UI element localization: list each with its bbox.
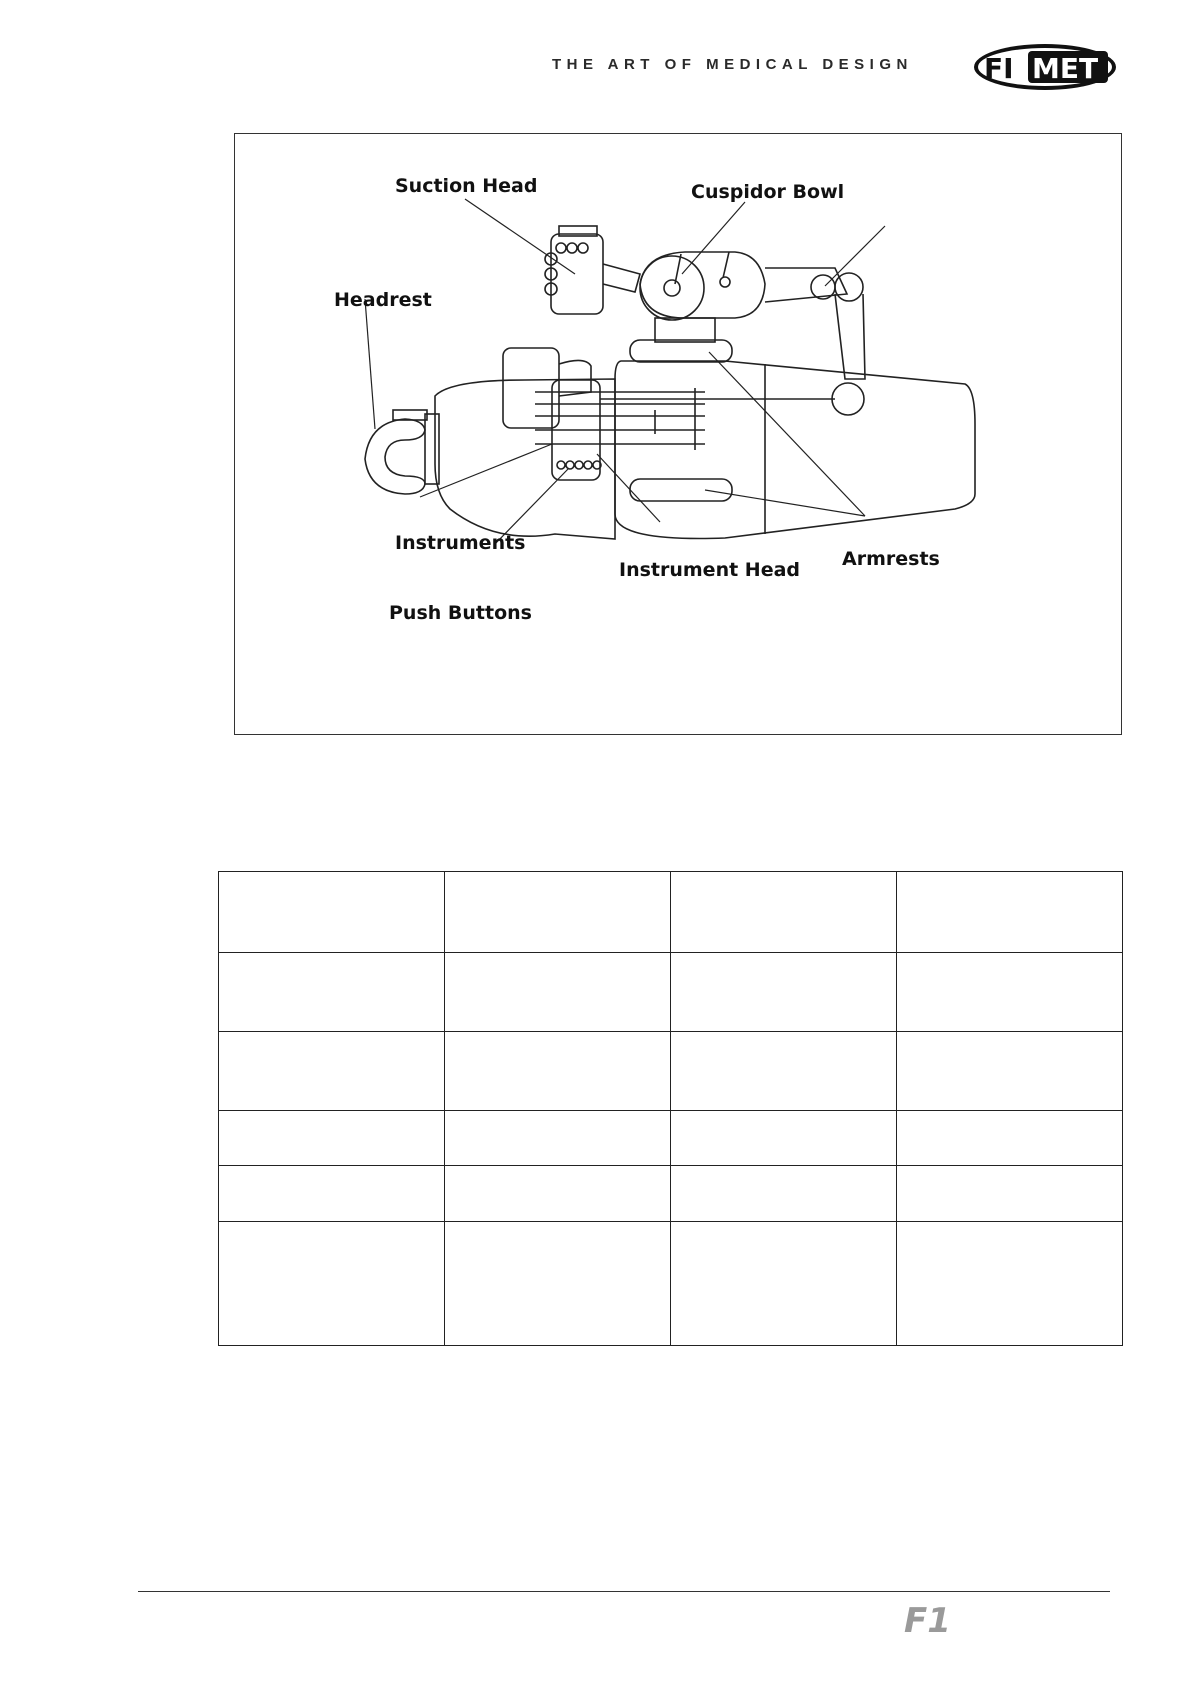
tagline: THE ART OF MEDICAL DESIGN	[552, 56, 913, 73]
label-armrests: Armrests	[842, 548, 940, 570]
svg-text:MET: MET	[1032, 52, 1099, 85]
table-row	[219, 1166, 1123, 1222]
model-mark: F1	[904, 1601, 951, 1640]
table-cell	[445, 872, 671, 953]
table-cell	[897, 872, 1123, 953]
table-cell	[671, 1222, 897, 1346]
table-cell	[219, 1032, 445, 1111]
f1-model-logo	[900, 1600, 960, 1640]
table-row	[219, 872, 1123, 953]
table-cell	[445, 1032, 671, 1111]
label-push-buttons: Push Buttons	[389, 602, 532, 624]
armrest-top	[630, 340, 732, 362]
table-cell	[671, 872, 897, 953]
table-cell	[897, 953, 1123, 1032]
chair-backrest	[435, 379, 615, 539]
table-cell	[445, 1111, 671, 1166]
table-row	[219, 1111, 1123, 1166]
label-suction-head: Suction Head	[395, 175, 538, 197]
page-header	[540, 42, 1120, 102]
table-cell	[219, 872, 445, 953]
table-cell	[445, 1222, 671, 1346]
label-headrest: Headrest	[334, 289, 432, 311]
label-instrument-head: Instrument Head	[619, 559, 801, 581]
fimet-logo	[972, 42, 1118, 92]
table-row	[219, 1032, 1123, 1111]
label-cuspidor-bowl: Cuspidor Bowl	[691, 181, 845, 203]
label-instruments: Instruments	[395, 532, 526, 554]
table-cell	[897, 1032, 1123, 1111]
dental-unit-diagram	[234, 133, 1122, 735]
headrest-shape	[365, 419, 425, 494]
table-cell	[671, 1032, 897, 1111]
table-cell	[897, 1166, 1123, 1222]
table-cell	[219, 1166, 445, 1222]
spec-table	[218, 871, 1123, 1346]
table-cell	[671, 953, 897, 1032]
footer-divider	[138, 1591, 1110, 1592]
table-cell	[671, 1111, 897, 1166]
table-cell	[897, 1111, 1123, 1166]
table-cell	[219, 953, 445, 1032]
table-cell	[219, 1111, 445, 1166]
cuspidor-housing	[640, 252, 765, 318]
diagram-drawing	[235, 134, 1123, 736]
table-cell	[445, 1166, 671, 1222]
table-cell	[897, 1222, 1123, 1346]
table-row	[219, 953, 1123, 1032]
svg-text:FI: FI	[984, 52, 1014, 85]
table-row	[219, 1222, 1123, 1346]
table-cell	[219, 1222, 445, 1346]
table-cell	[671, 1166, 897, 1222]
cuspidor-bowl-shape	[640, 256, 704, 320]
armrest-bottom	[630, 479, 732, 501]
table-cell	[445, 953, 671, 1032]
chair-seat	[615, 361, 975, 539]
